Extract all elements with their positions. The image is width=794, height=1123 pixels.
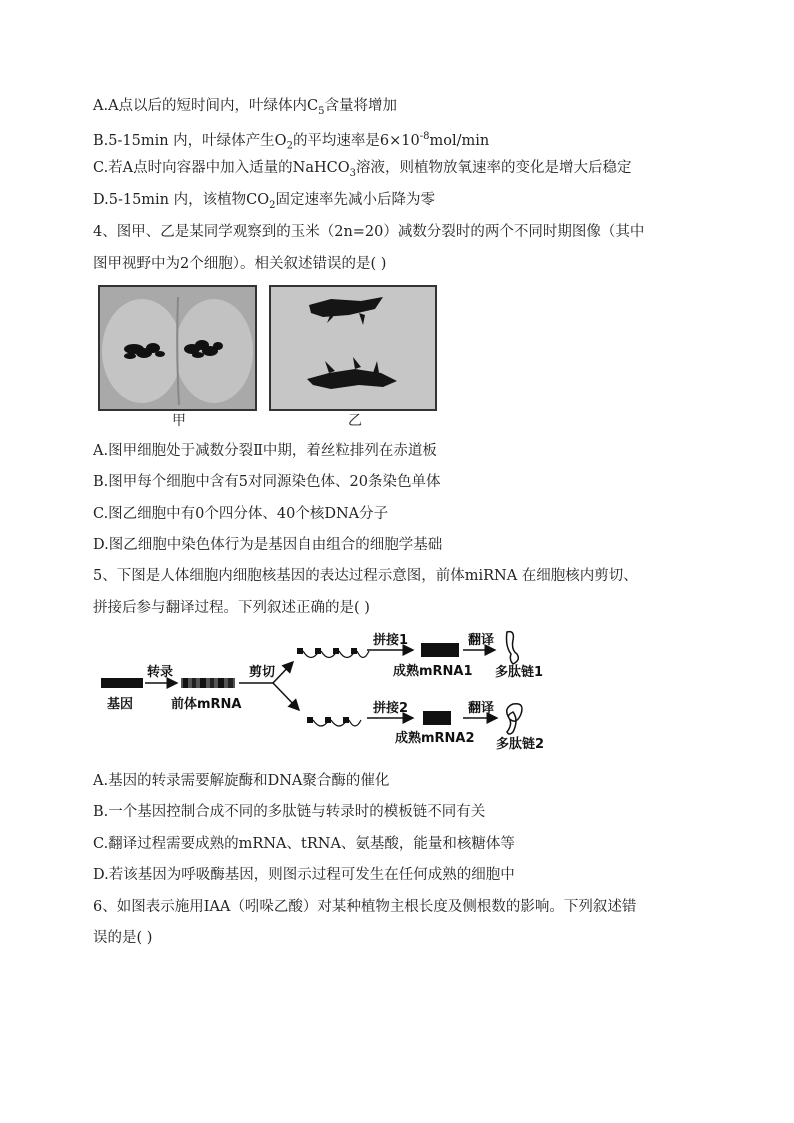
q4-stem-line1: 4、图甲、乙是某同学观察到的玉米（2n=20）减数分裂时的两个不同时期图像（其中 xyxy=(93,224,645,240)
micrograph-yi-image xyxy=(271,287,435,409)
q3-option-b: B.5-15min 内，叶绿体产生$O_2$的平均速率是$6\times 10^{-8}mol/\min$ xyxy=(93,131,490,152)
lower-fragments xyxy=(307,717,361,726)
image-label-jia: 甲 xyxy=(172,413,186,429)
label-peptide2: 多肽链2 xyxy=(496,737,545,752)
pre-mrna-block xyxy=(181,678,235,688)
q3-option-d: D.5-15min 内，该植物$CO_2$固定速率先减小后降为零 xyxy=(93,192,435,211)
q5-option-c: C.翻译过程需要成熟的mRNA、tRNA、氨基酸，能量和核糖体等 xyxy=(93,836,515,852)
label-translate2: 翻译 xyxy=(468,701,495,716)
polypeptide1-shape xyxy=(507,632,519,664)
q5-stem-line1: 5、下图是人体细胞内细胞核基因的表达过程示意图，前体miRNA 在细胞核内剪切、 xyxy=(93,568,638,584)
q6-stem-line1: 6、如图表示施用IAA（吲哚乙酸）对某种植物主根长度及侧根数的影响。下列叙述错 xyxy=(93,899,637,915)
label-mature-mrna1: 成熟mRNA1 xyxy=(393,664,473,679)
micrograph-jia-image xyxy=(100,287,255,409)
q5-stem-line2: 拼接后参与翻译过程。下列叙述正确的是( ) xyxy=(93,600,370,616)
q3-option-a: A.A点以后的短时间内，叶绿体内$C_5$含量将增加 xyxy=(93,98,398,117)
q4-option-c: C.图乙细胞中有0个四分体、40个核DNA分子 xyxy=(93,506,389,522)
label-mature-mrna2: 成熟mRNA2 xyxy=(395,731,475,746)
q5-option-b: B.一个基因控制合成不同的多肽链与转录时的模板链不同有关 xyxy=(93,804,486,820)
polypeptide2-shape xyxy=(507,704,522,734)
label-splice1: 拼接1 xyxy=(373,633,409,648)
mature-mrna2-block xyxy=(423,711,451,725)
gene-block xyxy=(101,678,143,688)
micrograph-yi xyxy=(269,285,437,411)
upper-fragments xyxy=(297,648,369,658)
label-translate1: 翻译 xyxy=(468,633,495,648)
q4-stem-line2: 图甲视野中为2个细胞）。相关叙述错误的是( ) xyxy=(93,256,387,272)
label-transcription: 转录 xyxy=(147,665,174,680)
q4-option-b: B.图甲每个细胞中含有5对同源染色体、20条染色单体 xyxy=(93,474,441,490)
mature-mrna1-block xyxy=(421,643,459,657)
image-label-yi: 乙 xyxy=(348,413,362,429)
label-pre-mrna: 前体mRNA xyxy=(171,697,242,712)
q6-stem-line2: 误的是( ) xyxy=(93,930,153,946)
q5-option-a: A.基因的转录需要解旋酶和DNA聚合酶的催化 xyxy=(93,773,390,789)
micrograph-jia xyxy=(98,285,257,411)
q4-option-a: A.图甲细胞处于减数分裂Ⅱ中期，着丝粒排列在赤道板 xyxy=(93,443,437,459)
label-gene: 基因 xyxy=(107,697,134,712)
label-cut: 剪切 xyxy=(249,665,276,680)
label-peptide1: 多肽链1 xyxy=(495,665,544,680)
gene-expression-diagram xyxy=(93,620,563,760)
q5-option-d: D.若该基因为呼吸酶基因，则图示过程可发生在任何成熟的细胞中 xyxy=(93,867,515,883)
q3-option-c: C.若A点时向容器中加入适量的NaHCO$_3$溶液，则植物放氧速率的变化是增大后稳定 xyxy=(93,160,632,179)
label-splice2: 拼接2 xyxy=(373,701,409,716)
q4-option-d: D.图乙细胞中染色体行为是基因自由组合的细胞学基础 xyxy=(93,537,443,553)
